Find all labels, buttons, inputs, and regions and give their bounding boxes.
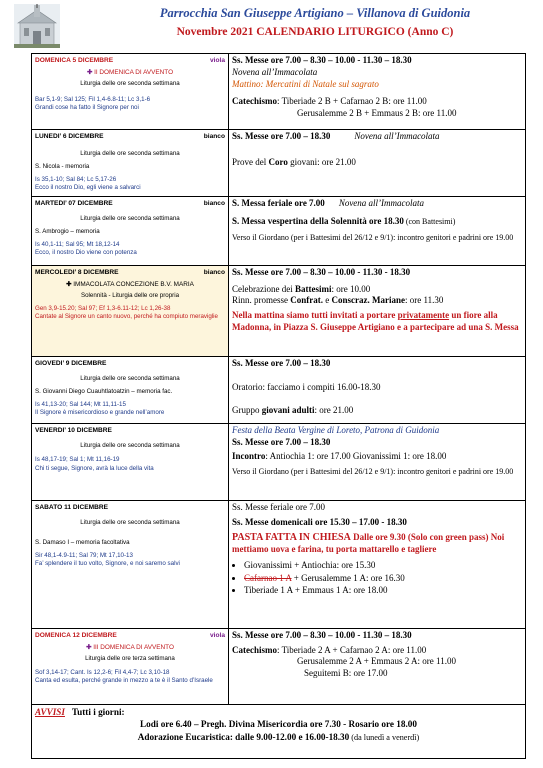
day-info-cell xyxy=(32,266,229,357)
event-line: Prove del Coro giovani: ore 21.00 xyxy=(232,156,356,167)
day-info-cell xyxy=(32,54,229,130)
day-info-cell xyxy=(32,357,229,424)
liturgy-hours: Liturgia delle ore terza settimana xyxy=(85,654,175,662)
event-line: Ss. Messe ore 7.00 – 18.30 xyxy=(232,358,331,368)
readings: Bar 5,1-9; Sal 125; Fil 1,4-6.8-11; Lc 3,1-6 xyxy=(35,95,151,103)
table-row xyxy=(32,705,526,759)
saint: S. Giovanni Diego Cuauhtlatoatzin – memoria fac. xyxy=(35,388,173,396)
liturgy-hours: Liturgia delle ore seconda settimana xyxy=(80,79,180,87)
liturgy-hours: Liturgia delle ore seconda settimana xyxy=(80,441,180,449)
day-info-cell xyxy=(32,629,229,705)
readings: Sir 48,1-4.9-11; Sal 79; Mt 17,10-13 xyxy=(35,551,133,559)
calendar-title: Novembre 2021 CALENDARIO LITURGICO (Anno C) xyxy=(176,26,454,38)
events-cell xyxy=(229,629,526,705)
event-line: Ss. Messe ore 7.00 – 8.30 – 10.00 - 11.30 – 18.30 xyxy=(232,630,412,640)
table-row xyxy=(32,424,526,501)
event-line: Novena all’Immacolata xyxy=(232,66,318,77)
parish-title: Parrocchia San Giuseppe Artigiano – Villanova di Guidonia xyxy=(159,6,471,20)
liturgical-colour: bianco xyxy=(203,269,225,276)
antiphon: Fa’ splendere il tuo volto, Signore, e noi saremo salvi xyxy=(35,559,180,567)
event-line: Verso il Giordano (per i Battesimi del 26/12 e 9/1): incontro genitori e padrini ore 19.00 xyxy=(232,467,514,477)
readings: Sof 3,14-17; Cant. Is 12,2-6; Fil 4,4-7; Lc 3,10-18 xyxy=(35,668,170,676)
notice-line: Adorazione Eucaristica: dalle 9.00-12.00 e 16.00-18.30 (da lunedì a venerdì) xyxy=(137,731,420,742)
day-name: MARTEDI’ 07 DICEMBRE xyxy=(35,200,113,207)
cross-icon: ✚ xyxy=(86,643,92,651)
day-name: DOMENICA 5 DICEMBRE xyxy=(35,57,114,64)
table-row xyxy=(32,197,526,266)
liturgical-colour: viola xyxy=(209,57,225,64)
day-name: MERCOLEDI’ 8 DICEMBRE xyxy=(35,269,119,276)
liturgical-colour: bianco xyxy=(203,200,225,207)
event-line: Gerusalemme 2 A + Emmaus 2 A: ore 11.00 xyxy=(297,656,456,667)
readings: Is 35,1-10; Sal 84; Lc 5,17-26 xyxy=(35,175,117,183)
feast-name: ✚ II DOMENICA DI AVVENTO xyxy=(86,68,174,76)
liturgy-hours: Liturgia delle ore seconda settimana xyxy=(80,374,180,382)
liturgy-hours: Liturgia delle ore seconda settimana xyxy=(80,214,180,222)
page-header xyxy=(0,0,543,54)
day-info-cell xyxy=(32,424,229,501)
table-row xyxy=(32,629,526,705)
event-line: Catechismo: Tiberiade 2 B + Cafarnao 2 B: ore 11.00 xyxy=(232,96,427,107)
event-line: Mattino: Mercatini di Natale sul sagrato xyxy=(232,79,379,90)
day-name: LUNEDI’ 6 DICEMBRE xyxy=(35,133,104,140)
event-line: Verso il Giordano (per i Battesimi del 26/12 e 9/1): incontro genitori e padrini ore 19.00 xyxy=(232,233,514,243)
saint: S. Damaso I – memoria facoltativa xyxy=(35,539,130,547)
event-line: Celebrazione dei Battesimi: ore 10.00 xyxy=(232,283,371,294)
event-line: PASTA FATTA IN CHIESA Dalle ore 9.30 (Solo con green pass) Noi mettiamo uova e farina, tu porta mattarello e tagliere xyxy=(232,532,505,555)
readings: Is 41,13-20; Sal 144; Mt 11,11-15 xyxy=(35,400,126,408)
event-line: Ss. Messe ore 7.00 – 8.30 – 10.00 - 11.30 – 18.30 xyxy=(232,55,412,65)
event-line: Catechismo: Tiberiade 2 A + Cafarnao 2 A: ore 11.00 xyxy=(232,644,427,655)
event-line: Ss. Messe ore 7.00 – 8.30 – 10.00 - 11.30 - 18.30 xyxy=(232,267,411,277)
table-row xyxy=(32,501,526,629)
day-name: VENERDI’ 10 DICEMBRE xyxy=(35,427,112,434)
saint: S. Ambrogio – memoria xyxy=(35,228,100,236)
antiphon: Canta ed esulta, perché grande in mezzo a te è il Santo d’Israele xyxy=(35,677,213,685)
day-info-cell xyxy=(32,501,229,629)
antiphon: Chi ti segue, Signore, avrà la luce della vita xyxy=(35,464,154,472)
event-line: Nella mattina siamo tutti invitati a portare privatamente un fiore alla Madonna, in Piazza S. Giuseppe Artigiano e a partecipare ad una S. Messa xyxy=(232,310,519,332)
events-cell xyxy=(229,424,526,501)
event-line: Ss. Messe ore 7.00 – 18.30 Novena all’Immacolata xyxy=(232,131,440,141)
table-row xyxy=(32,54,526,130)
event-line: S. Messa feriale ore 7.00 Novena all’Immacolata xyxy=(232,198,425,208)
group-list xyxy=(232,560,522,597)
notices-cell xyxy=(32,705,526,759)
day-info-cell xyxy=(32,130,229,197)
day-name: SABATO 11 DICEMBRE xyxy=(35,504,109,511)
cross-icon: ✚ xyxy=(66,280,72,288)
antiphon: Cantate al Signore un canto nuovo, perché ha compiuto meraviglie xyxy=(35,313,218,321)
events-cell xyxy=(229,357,526,424)
list-item: • Cafarnao 1 A + Gerusalemme 1 A: ore 16.30 xyxy=(244,573,522,585)
list-item: • Tiberiade 1 A + Emmaus 1 A: ore 18.00 xyxy=(244,585,522,597)
events-cell xyxy=(229,54,526,130)
events-cell xyxy=(229,130,526,197)
day-name: GIOVEDI’ 9 DICEMBRE xyxy=(35,360,107,367)
cross-icon: ✚ xyxy=(86,68,93,76)
antiphon: Grandi cose ha fatto il Signore per noi xyxy=(35,104,139,112)
liturgy-hours: Liturgia delle ore seconda settimana xyxy=(80,518,180,526)
event-line: S. Messa vespertina della Solennità ore 18.30 (con Battesimi) xyxy=(232,215,456,226)
event-line: Seguitemi B: ore 17.00 xyxy=(304,668,388,679)
church-logo-icon xyxy=(14,4,60,48)
events-cell xyxy=(229,501,526,629)
notice-line: Lodi ore 6.40 – Pregh. Divina Misericordia ore 7.30 - Rosario ore 18.00 xyxy=(140,719,417,730)
event-line: Incontro: Antiochia 1: ore 17.00 Giovanissimi 1: ore 18.00 xyxy=(232,451,447,462)
event-line: Ss. Messe domenicali ore 15.30 – 17.00 - 18.30 xyxy=(232,516,407,527)
event-line: Oratorio: facciamo i compiti 16.00-18.30 xyxy=(232,381,381,392)
notices-header: AVVISI Tutti i giorni: xyxy=(35,707,125,717)
saint: S. Nicola - memoria xyxy=(35,163,90,171)
antiphon: Ecco, il nostro Dio viene con potenza xyxy=(35,248,137,256)
readings: Is 40,1-11; Sal 95; Mt 18,12-14 xyxy=(35,240,120,248)
table-row xyxy=(32,130,526,197)
day-name: DOMENICA 12 DICEMBRE xyxy=(35,632,117,639)
event-line: Ss. Messe feriale ore 7.00 xyxy=(232,502,325,512)
liturgical-calendar-table xyxy=(31,53,526,759)
feast-name: ✚ III DOMENICA DI AVVENTO xyxy=(86,643,174,651)
antiphon: Il Signore è misericordioso e grande nell’amore xyxy=(35,408,165,416)
table-row xyxy=(32,357,526,424)
event-line: Rinn. promesse Confrat. e Conscraz. Mariane: ore 11.30 xyxy=(232,295,444,306)
antiphon: Ecco il nostro Dio, egli viene a salvarci xyxy=(35,183,141,191)
liturgical-colour: bianco xyxy=(203,133,225,140)
readings: Gen 3,9-15.20; Sal 97; Ef 1,3-6.11-12; Lc 1,26-38 xyxy=(35,304,171,312)
liturgy-hours: Liturgia delle ore seconda settimana xyxy=(80,149,180,157)
liturgy-hours: Solennità - Liturgia delle ore propria xyxy=(80,291,180,299)
events-cell xyxy=(229,197,526,266)
feast-name: ✚ IMMACOLATA CONCEZIONE B.V. MARIA xyxy=(66,280,194,288)
event-line: Ss. Messe ore 7.00 – 18.30 xyxy=(232,436,331,447)
liturgical-colour: viola xyxy=(209,632,225,639)
events-cell xyxy=(229,266,526,357)
day-info-cell xyxy=(32,197,229,266)
event-line: Festa della Beata Vergine di Loreto, Patrona di Guidonia xyxy=(232,425,440,435)
event-line: Gerusalemme 2 B + Emmaus 2 B: ore 11.00 xyxy=(297,107,457,118)
list-item: • Giovanissimi + Antiochia: ore 15.30 xyxy=(244,560,522,572)
readings: Is 48,17-19; Sal 1; Mt 11,16-19 xyxy=(35,456,120,464)
table-row xyxy=(32,266,526,357)
event-line: Gruppo giovani adulti: ore 21.00 xyxy=(232,405,354,416)
